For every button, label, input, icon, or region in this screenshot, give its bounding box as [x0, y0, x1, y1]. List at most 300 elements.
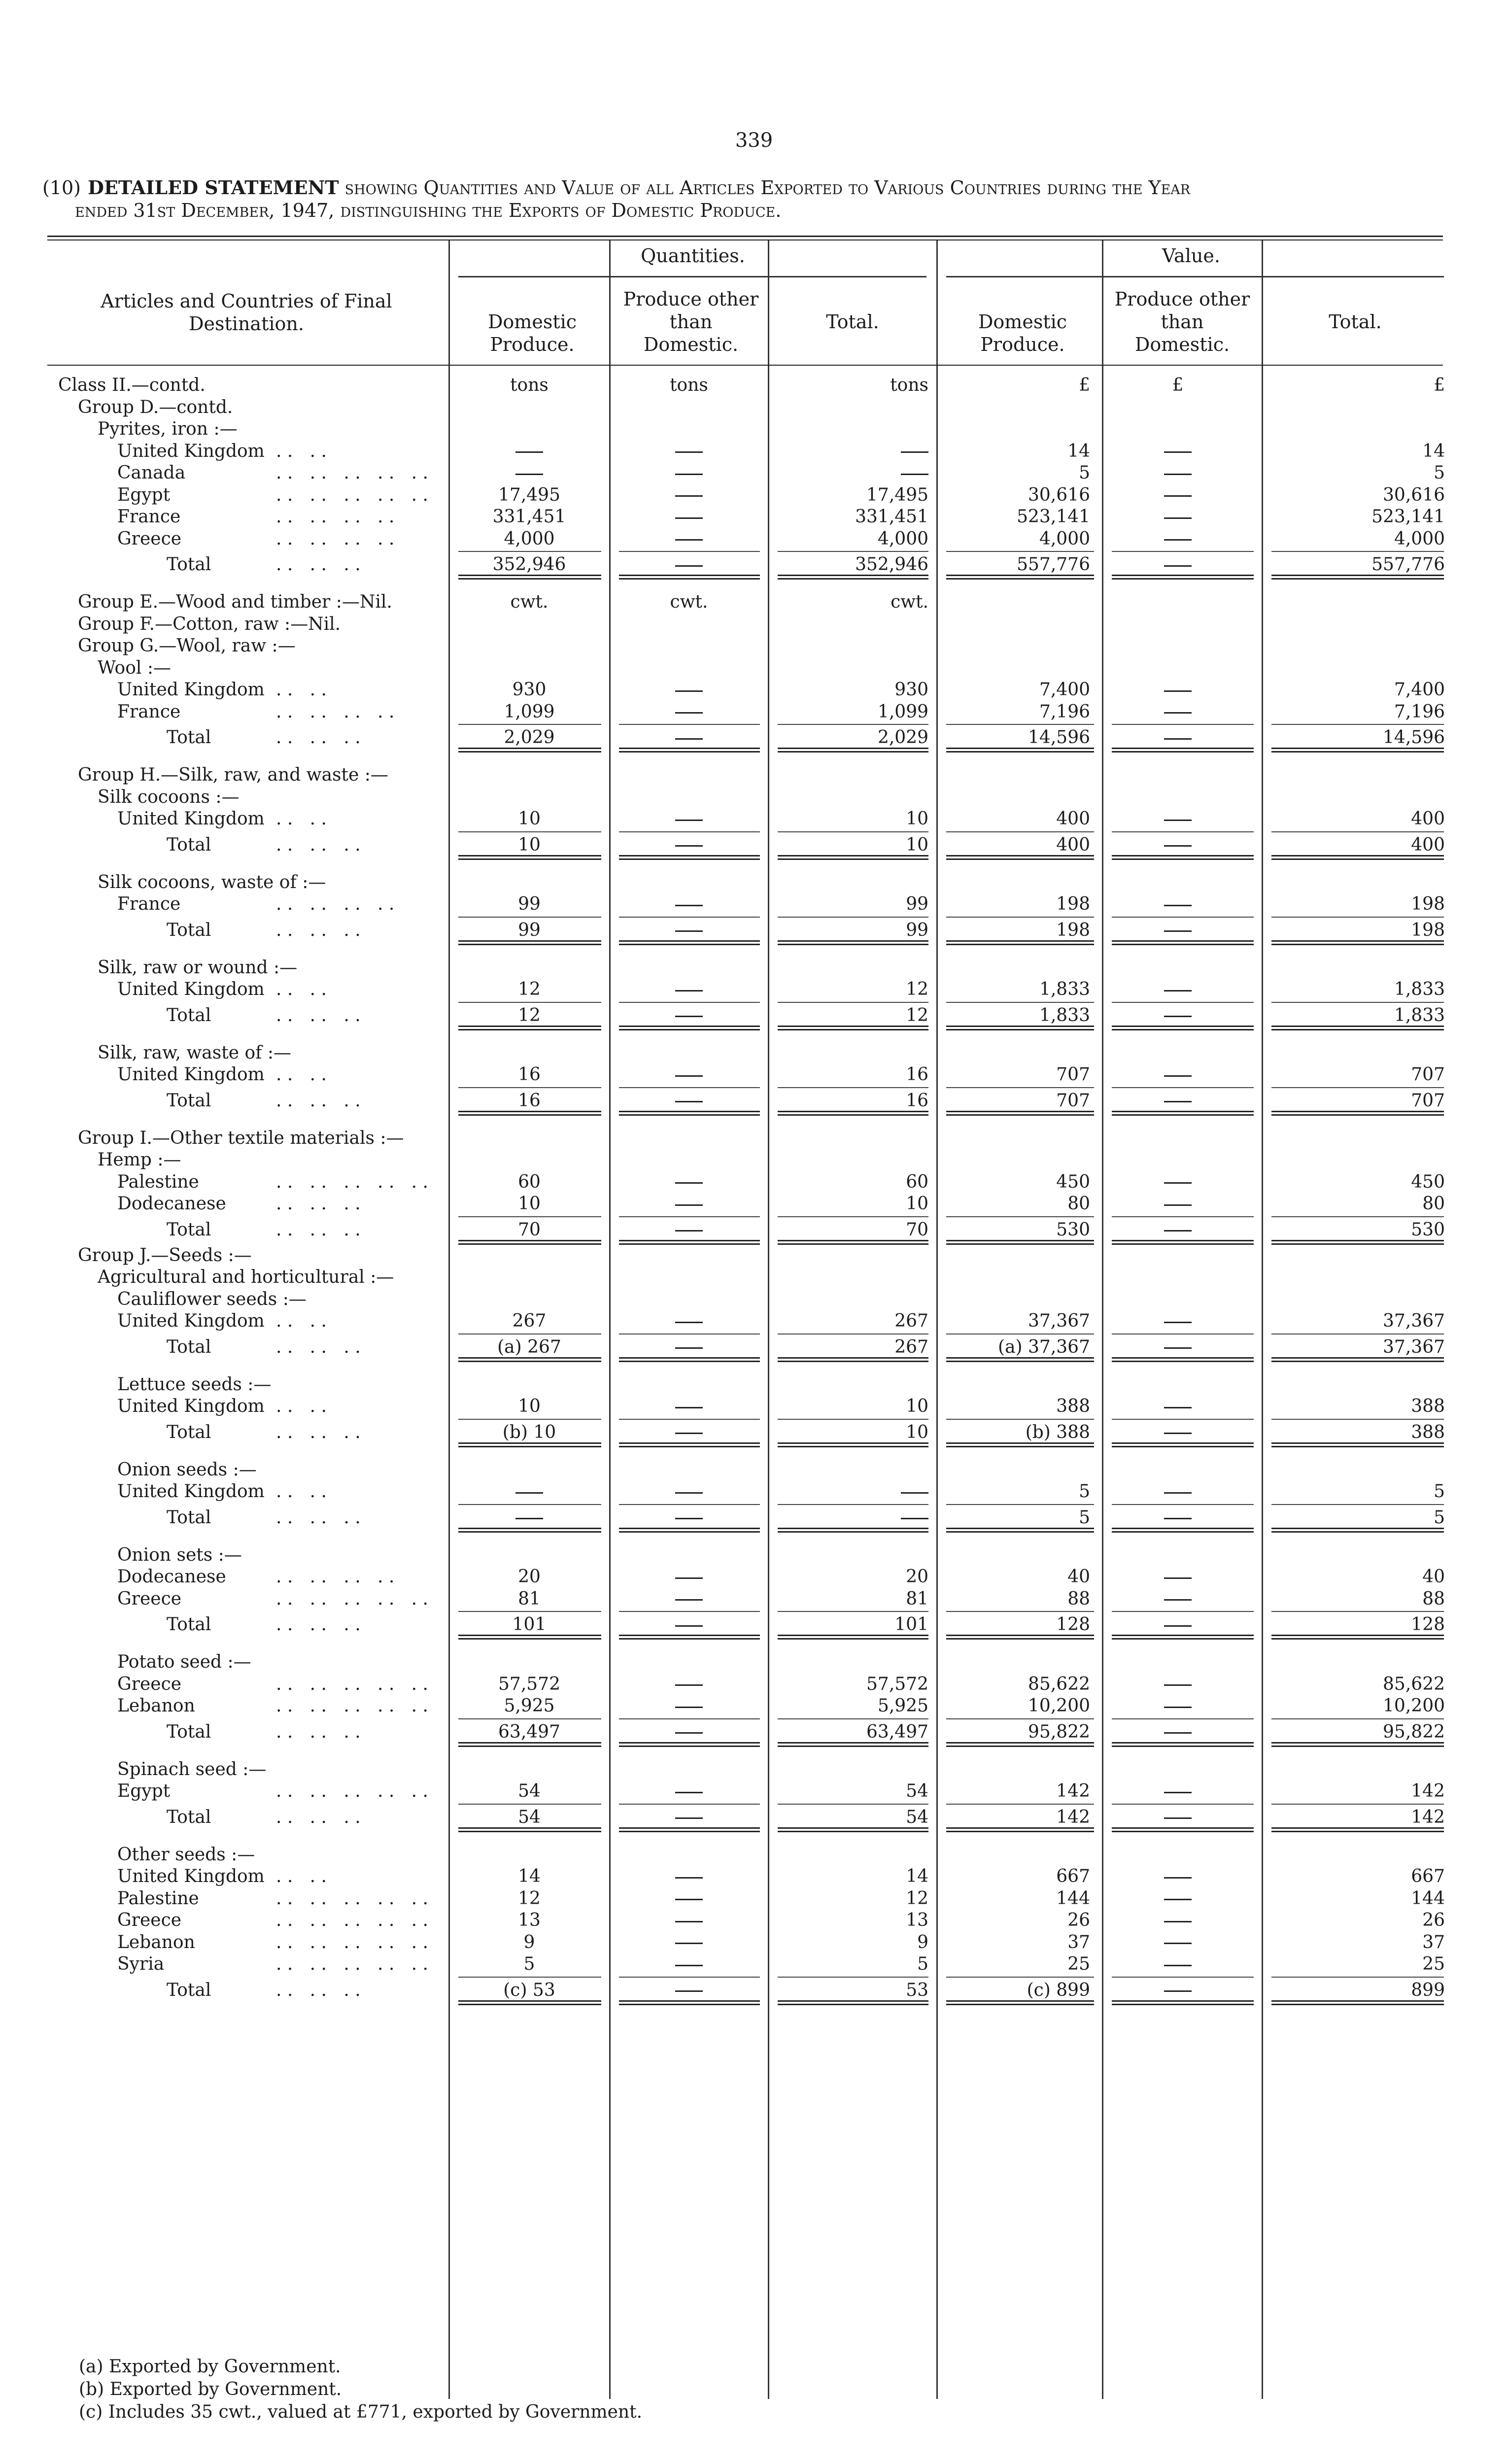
leader-dots: . . . . . . . . — [276, 701, 395, 722]
footnote: (c) Includes 35 cwt., valued at £771, exported by Government. — [79, 2402, 643, 2422]
cell-c3: 10 — [906, 1396, 928, 1416]
footnote: (a) Exported by Government. — [79, 2357, 341, 2377]
cell-c1: 14 — [518, 1866, 541, 1886]
cell-c4: 530 — [1056, 1219, 1090, 1240]
leader-dots: . . . . . . — [276, 1807, 361, 1827]
cell-c5 — [1114, 528, 1242, 550]
total-rule — [778, 1334, 928, 1335]
leader-dots: . . . . . . — [276, 1005, 361, 1026]
total-rule — [1112, 831, 1254, 832]
total-double-rule — [1112, 1635, 1254, 1640]
total-rule — [458, 831, 601, 832]
leader-dots: . . . . . . . . . . — [276, 463, 428, 483]
total-double-rule — [778, 1111, 928, 1116]
total-double-rule — [946, 1635, 1094, 1640]
row-label: Total — [167, 1090, 211, 1111]
cell-c4: 4,000 — [1039, 528, 1090, 549]
leader-dots: . . . . . . — [276, 1721, 361, 1742]
total-rule — [1271, 1504, 1444, 1505]
total-rule — [946, 1611, 1094, 1612]
cell-c4: 523,141 — [1017, 507, 1090, 527]
total-double-rule — [458, 1827, 601, 1832]
cell-c6: 26 — [1422, 1910, 1445, 1930]
cell-c3 — [781, 1481, 928, 1503]
row-label: Group I.—Other textile materials :— — [78, 1128, 404, 1148]
total-double-rule — [946, 940, 1094, 945]
cell-c4: 1,833 — [1039, 979, 1090, 999]
nil-dash — [1164, 1817, 1192, 1819]
heading-text: Exports — [508, 200, 580, 221]
cell-c3: 12 — [906, 979, 928, 999]
total-double-rule — [619, 855, 760, 860]
total-rule — [458, 1611, 601, 1612]
row-spacer — [0, 1116, 1508, 1128]
cell-c2 — [620, 808, 758, 830]
total-rule — [778, 1419, 928, 1420]
cell-c5 — [1114, 1780, 1242, 1803]
cell-c6: 400 — [1411, 834, 1445, 855]
cell-c1: 5,925 — [504, 1696, 555, 1716]
total-double-rule — [1271, 940, 1444, 945]
table-row — [0, 1866, 1508, 1888]
cell-c1: 54 — [518, 1807, 541, 1827]
cell-c4: 5 — [1079, 463, 1090, 483]
cell-c3: 63,497 — [866, 1721, 928, 1742]
cell-c3: 10 — [906, 1422, 928, 1442]
nil-dash — [675, 738, 703, 740]
total-double-rule — [458, 1026, 601, 1030]
nil-dash — [675, 905, 703, 906]
row-label: Total — [167, 1807, 211, 1827]
nil-dash — [1164, 1577, 1192, 1579]
total-rule — [619, 1504, 760, 1505]
cell-c5 — [1114, 1310, 1242, 1333]
leader-dots: . . . . . . . . . . — [276, 1674, 428, 1694]
cell-c6: 5 — [1434, 1481, 1445, 1502]
cell-c3: 14 — [906, 1866, 928, 1886]
leader-dots: . . . . . . — [276, 1980, 361, 2000]
cell-c1: 16 — [518, 1064, 541, 1085]
cell-c5 — [1114, 1695, 1242, 1717]
cell-c5 — [1114, 484, 1242, 507]
leader-dots: . . . . — [276, 441, 327, 461]
group-heading-row — [0, 591, 1508, 614]
cell-c4: 388 — [1056, 1396, 1090, 1416]
cell-c6: 88 — [1422, 1588, 1445, 1609]
cell-c6: 198 — [1411, 920, 1445, 940]
table-row — [0, 1396, 1508, 1418]
total-double-rule — [946, 1742, 1094, 1747]
cell-c2 — [620, 1888, 758, 1910]
cell-c1: 12 — [518, 979, 541, 999]
total-rule — [1112, 551, 1254, 552]
row-spacer — [0, 945, 1508, 957]
cell-c2 — [620, 484, 758, 507]
cell-c2 — [620, 528, 758, 550]
total-double-rule — [946, 1111, 1094, 1116]
leader-dots: . . . . . . . . . . — [276, 1696, 428, 1716]
total-double-rule — [1112, 940, 1254, 945]
nil-dash — [515, 451, 543, 453]
cell-c4: (b) 388 — [1025, 1422, 1090, 1442]
row-label: Greece — [117, 1588, 182, 1609]
total-rule — [946, 831, 1094, 832]
cell-c6: 523,141 — [1371, 507, 1445, 527]
cell-c6: 37 — [1422, 1932, 1445, 1952]
cell-c4: 5 — [1079, 1507, 1090, 1528]
total-double-rule — [458, 575, 601, 580]
table-reference: (10) — [42, 177, 81, 199]
row-label: Total — [167, 1336, 211, 1357]
total-double-rule — [778, 1240, 928, 1245]
cell-c5 — [1114, 1866, 1242, 1888]
cell-c1: 352,946 — [492, 554, 566, 575]
row-spacer — [0, 1640, 1508, 1651]
header-rule-top — [47, 236, 1443, 237]
cell-c5: £ — [1172, 375, 1184, 395]
cell-c4: 707 — [1056, 1064, 1090, 1085]
table-row — [0, 1695, 1508, 1717]
total-rule — [778, 1804, 928, 1805]
cell-c4: 88 — [1067, 1588, 1090, 1609]
cell-c1: 99 — [518, 920, 541, 940]
group-heading-row — [0, 418, 1508, 441]
cell-c4: 1,833 — [1039, 1005, 1090, 1026]
cell-c1: 17,495 — [498, 484, 560, 505]
group-heading-row — [0, 1651, 1508, 1674]
leader-dots: . . . . . . — [276, 920, 361, 940]
nil-dash — [1164, 1732, 1192, 1734]
leader-dots: . . . . — [276, 1481, 327, 1502]
row-label: Total — [167, 1422, 211, 1442]
cell-c4: 14,596 — [1028, 727, 1090, 748]
total-rule — [1112, 724, 1254, 725]
cell-c6: 1,833 — [1394, 1005, 1445, 1026]
cell-c1 — [460, 441, 598, 463]
leader-dots: . . . . . . — [276, 834, 361, 855]
leader-dots: . . . . . . . . — [276, 894, 395, 914]
cell-c1: 5 — [523, 1954, 535, 1974]
total-rule — [778, 1504, 928, 1505]
cell-c4: 80 — [1067, 1194, 1090, 1214]
total-double-rule — [946, 1026, 1094, 1030]
total-double-rule — [778, 575, 928, 580]
total-rule — [619, 1087, 760, 1088]
total-double-rule — [946, 1442, 1094, 1447]
cell-c6: 707 — [1411, 1090, 1445, 1111]
total-rule — [946, 1334, 1094, 1335]
row-label: United Kingdom — [117, 441, 265, 461]
group-heading-row — [0, 1844, 1508, 1866]
total-rule — [458, 1334, 601, 1335]
total-double-rule — [619, 748, 760, 753]
cell-c4: 707 — [1056, 1090, 1090, 1111]
nil-dash — [515, 1518, 543, 1519]
cell-c2 — [620, 441, 758, 463]
cell-c1: 81 — [518, 1588, 541, 1609]
nil-dash — [1164, 517, 1192, 519]
total-rule — [946, 551, 1094, 552]
cell-c4: 400 — [1056, 834, 1090, 855]
row-label: Silk cocoons :— — [98, 787, 240, 807]
table-row — [0, 441, 1508, 463]
column-header-value: Value. — [1162, 245, 1220, 267]
cell-c5 — [1114, 1396, 1242, 1418]
total-double-rule — [619, 1111, 760, 1116]
nil-dash — [675, 1877, 703, 1879]
row-label: Lettuce seeds :— — [117, 1374, 272, 1395]
total-rule — [458, 1804, 601, 1805]
row-label: United Kingdom — [117, 1311, 265, 1331]
group-heading-row — [0, 787, 1508, 809]
total-double-rule — [619, 1240, 760, 1245]
total-rule — [458, 917, 601, 918]
cell-c1: 10 — [518, 809, 541, 829]
cell-c5 — [1114, 1953, 1242, 1976]
cell-c6: 707 — [1411, 1064, 1445, 1085]
cell-c3: 81 — [906, 1588, 928, 1609]
total-double-rule — [946, 855, 1094, 860]
total-double-rule — [946, 1240, 1094, 1245]
cell-c3: 20 — [906, 1567, 928, 1587]
total-double-rule — [1271, 2000, 1444, 2005]
nil-dash — [675, 1492, 703, 1494]
cell-c2 — [620, 1780, 758, 1803]
total-rule — [458, 1087, 601, 1088]
nil-dash — [675, 1347, 703, 1349]
row-label: Lebanon — [117, 1696, 195, 1716]
heading-text: Articles Exported — [679, 177, 843, 199]
group-heading-row — [0, 1289, 1508, 1311]
cell-c6: 530 — [1411, 1219, 1445, 1240]
total-rule — [1271, 831, 1444, 832]
cell-c1: 331,451 — [492, 507, 566, 527]
cell-c1: 1,099 — [504, 701, 555, 722]
cell-c1: 101 — [512, 1614, 547, 1635]
total-rule — [778, 1611, 928, 1612]
total-rule — [946, 917, 1094, 918]
total-double-rule — [1112, 1442, 1254, 1447]
nil-dash — [675, 1075, 703, 1077]
heading-text: Value — [562, 177, 615, 199]
group-heading-row — [0, 957, 1508, 979]
row-spacer — [0, 1362, 1508, 1374]
total-double-rule — [1271, 1827, 1444, 1832]
nil-dash — [1164, 1407, 1192, 1408]
total-rule — [946, 1002, 1094, 1003]
table-row — [0, 1171, 1508, 1194]
total-rule — [778, 551, 928, 552]
header-rule-bottom — [47, 365, 1443, 366]
nil-dash — [675, 690, 703, 692]
row-label: Egypt — [117, 1781, 171, 1801]
nil-dash — [1164, 1599, 1192, 1601]
nil-dash — [675, 539, 703, 541]
column-header-quantities: Quantities. — [641, 245, 745, 267]
total-rule — [619, 1611, 760, 1612]
cell-c2 — [620, 979, 758, 1001]
leader-dots: . . . . . . . . . . — [276, 1171, 428, 1192]
row-label: United Kingdom — [117, 680, 265, 700]
row-spacer — [0, 753, 1508, 764]
cell-c1: 930 — [512, 680, 547, 700]
total-double-rule — [1112, 1528, 1254, 1533]
cell-c4: 37,367 — [1028, 1311, 1090, 1331]
row-label: France — [117, 507, 181, 527]
cell-c6: 30,616 — [1383, 484, 1445, 505]
footnotes — [79, 2356, 642, 2424]
value-rule — [946, 276, 1444, 277]
cell-c3: 267 — [894, 1311, 928, 1331]
nil-dash — [1164, 1433, 1192, 1434]
cell-c6: 37,367 — [1383, 1311, 1445, 1331]
row-label: Group D.—contd. — [78, 397, 233, 417]
cell-c4: 10,200 — [1028, 1696, 1090, 1716]
cell-c1: 54 — [518, 1781, 541, 1801]
nil-dash — [1164, 1990, 1192, 1992]
nil-dash — [1164, 905, 1192, 906]
cell-c3: 10 — [906, 1194, 928, 1214]
total-row — [0, 1215, 1508, 1245]
total-double-rule — [458, 1442, 601, 1447]
total-double-rule — [946, 1357, 1094, 1362]
total-rule — [778, 1002, 928, 1003]
total-rule — [619, 551, 760, 552]
leader-dots: . . . . — [276, 809, 327, 829]
heading-text: showing — [339, 177, 424, 199]
row-label: Class II.—contd. — [58, 375, 206, 395]
cell-c1: 20 — [518, 1567, 541, 1587]
total-double-rule — [1112, 1240, 1254, 1245]
nil-dash — [1164, 451, 1192, 453]
cell-c6: 388 — [1411, 1422, 1445, 1442]
nil-dash — [675, 1433, 703, 1434]
cell-c2 — [620, 1695, 758, 1717]
total-rule — [619, 1977, 760, 1978]
nil-dash — [1164, 1075, 1192, 1077]
total-double-rule — [778, 2000, 928, 2005]
total-rule — [1271, 1002, 1444, 1003]
cell-c6: 450 — [1411, 1171, 1445, 1192]
row-spacer — [0, 1030, 1508, 1042]
row-label: France — [117, 701, 181, 722]
cell-c6: 10,200 — [1383, 1696, 1445, 1716]
cell-c6: 5 — [1434, 463, 1445, 483]
leader-dots: . . . . . . . . . . — [276, 1888, 428, 1909]
cell-c5 — [1114, 979, 1242, 1001]
total-row — [0, 1333, 1508, 1362]
nil-dash — [1164, 1230, 1192, 1232]
cell-c3: 54 — [906, 1807, 928, 1827]
row-label: Total — [167, 1721, 211, 1742]
total-double-rule — [458, 1635, 601, 1640]
total-row — [0, 1803, 1508, 1832]
total-double-rule — [458, 940, 601, 945]
total-rule — [619, 724, 760, 725]
total-row — [0, 1418, 1508, 1447]
cell-c1: 13 — [518, 1910, 541, 1930]
total-double-rule — [619, 575, 760, 580]
leader-dots: . . . . . . — [276, 1614, 361, 1635]
total-double-rule — [1112, 1357, 1254, 1362]
cell-c3: 10 — [906, 809, 928, 829]
group-heading-row — [0, 614, 1508, 636]
nil-dash — [675, 990, 703, 992]
nil-dash — [1164, 1877, 1192, 1879]
leader-dots: . . . . . . . . — [276, 528, 395, 549]
cell-c5 — [1114, 1566, 1242, 1588]
cell-c3: 12 — [906, 1888, 928, 1909]
cell-c4: 25 — [1067, 1954, 1090, 1974]
leader-dots: . . . . — [276, 680, 327, 700]
cell-c3: 5 — [917, 1954, 928, 1974]
total-double-rule — [1112, 2000, 1254, 2005]
cell-c1: 99 — [518, 894, 541, 914]
row-label: Lebanon — [117, 1932, 195, 1952]
row-label: Cauliflower seeds :— — [117, 1289, 307, 1309]
group-heading-row — [0, 635, 1508, 657]
statement-heading — [42, 176, 1462, 222]
total-rule — [458, 1977, 601, 1978]
quantities-rule — [458, 276, 926, 277]
total-double-rule — [1112, 1827, 1254, 1832]
cell-c5 — [1114, 462, 1242, 484]
cell-c5 — [1114, 1171, 1242, 1194]
total-rule — [619, 917, 760, 918]
cell-c6: 80 — [1422, 1194, 1445, 1214]
cell-c6: 1,833 — [1394, 979, 1445, 999]
cell-c2 — [620, 893, 758, 916]
row-label: Dodecanese — [117, 1194, 226, 1214]
group-heading-row — [0, 1042, 1508, 1064]
nil-dash — [675, 1707, 703, 1708]
table-row — [0, 506, 1508, 528]
cell-c4: 30,616 — [1028, 484, 1090, 505]
cell-c5 — [1114, 441, 1242, 463]
cell-c6: 7,400 — [1394, 680, 1445, 700]
nil-dash — [1164, 845, 1192, 847]
total-double-rule — [619, 940, 760, 945]
cell-c2 — [620, 1171, 758, 1194]
table-row — [0, 1064, 1508, 1086]
group-heading-row — [0, 375, 1508, 397]
cell-c4: 198 — [1056, 920, 1090, 940]
total-row — [0, 1976, 1508, 2005]
row-label: Silk, raw, waste of :— — [98, 1042, 292, 1063]
total-rule — [1271, 551, 1444, 552]
nil-dash — [675, 1792, 703, 1793]
cell-c2 — [620, 1193, 758, 1215]
total-double-rule — [619, 1827, 760, 1832]
page-number: 339 — [735, 129, 773, 152]
leader-dots: . . . . . . . . . . — [276, 1910, 428, 1930]
cell-c2 — [620, 1481, 758, 1503]
nil-dash — [1164, 1899, 1192, 1900]
total-double-rule — [458, 2000, 601, 2005]
cell-c2: tons — [670, 375, 708, 395]
row-label: Syria — [117, 1954, 165, 1974]
table-row — [0, 1932, 1508, 1954]
nil-dash — [675, 845, 703, 847]
heading-text: of all — [614, 177, 680, 199]
cell-c2 — [620, 1932, 758, 1954]
table-row — [0, 462, 1508, 484]
total-double-rule — [619, 1442, 760, 1447]
nil-dash — [1164, 1204, 1192, 1206]
leader-dots: . . . . . . . . . . — [276, 484, 428, 505]
row-label: United Kingdom — [117, 979, 265, 999]
cell-c1: 57,572 — [498, 1674, 560, 1694]
